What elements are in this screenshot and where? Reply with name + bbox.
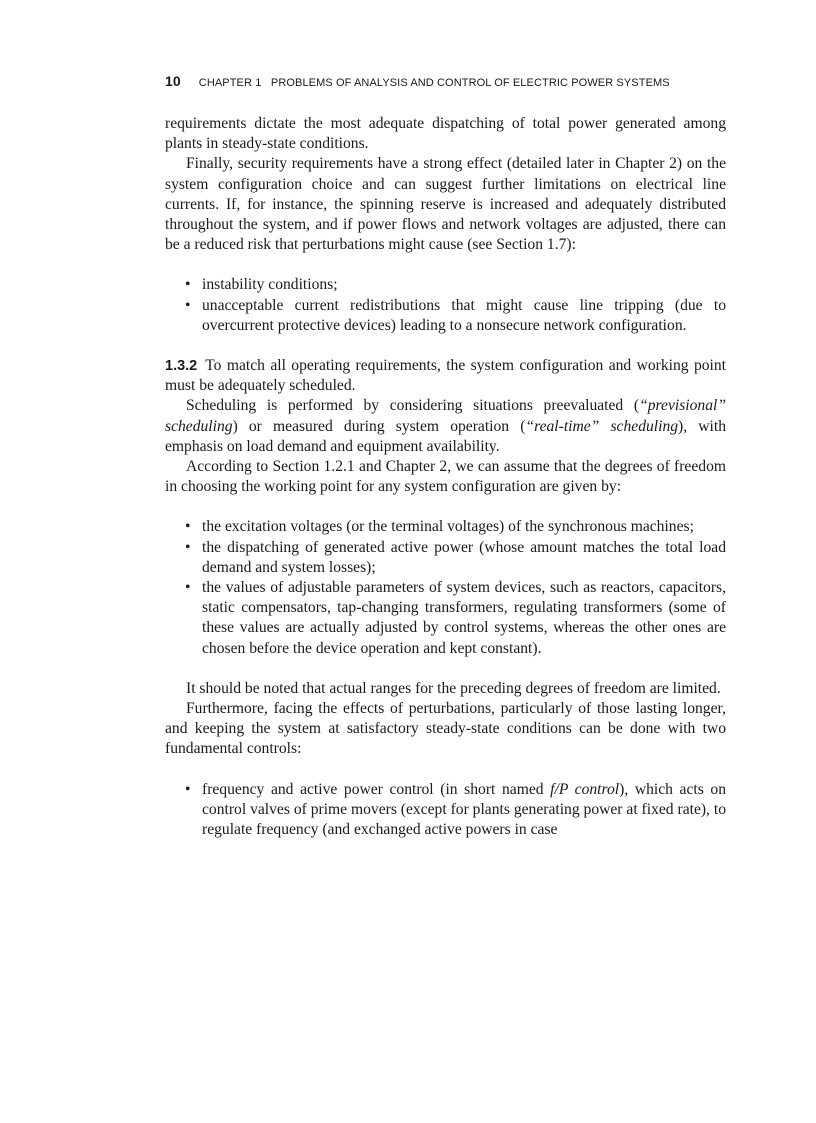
- section-text: To match all operating requirements, the system configuration and working point must be adequately scheduled.: [165, 357, 726, 395]
- bullet-icon: •: [185, 276, 191, 294]
- bullet-icon: •: [185, 296, 191, 314]
- emphasis-previsional: “previsional” scheduling: [165, 397, 726, 435]
- page-content: [165, 72, 726, 860]
- section-paragraph: [165, 356, 726, 396]
- bullet-icon: •: [185, 538, 191, 556]
- section-number: 1.3.2: [165, 358, 198, 375]
- paragraph-scheduling: [165, 396, 726, 457]
- paragraph-controls: Furthermore, facing the effects of perturbations, particularly of those lasting longer, and keeping the system at satisfactory steady-state conditions can be done with two fundamental controls:: [165, 700, 726, 758]
- list-item: [165, 538, 726, 578]
- text-run: ), which acts on control valves of prime movers (except for plants generating power at fixed rate), to regulate frequency (and exchanged active powers in case: [202, 780, 726, 839]
- text-run: frequency and active power control (in short named: [202, 780, 551, 798]
- paragraph-ranges: It should be noted that actual ranges for the preceding degrees of freedom are limited.: [186, 679, 721, 697]
- emphasis-fp-control: f/P control: [550, 780, 620, 798]
- bullet-list-degrees: [165, 517, 726, 658]
- text-run: ) or measured during system operation (: [232, 417, 526, 435]
- paragraph-degrees-of-freedom: According to Section 1.2.1 and Chapter 2, we can assume that the degrees of freedom in choosing the working point for any system configuration are given by:: [165, 458, 726, 496]
- list-item-text: the values of adjustable parameters of system devices, such as reactors, capacitors, static compensators, tap-changing transformers, regulating transformers (some of these values are actually adjusted by control systems, whereas the other ones are chosen before the device operation and kept constant).: [202, 579, 726, 657]
- bullet-list-controls: [165, 780, 726, 841]
- list-item-text: the dispatching of generated active power (whose amount matches the total load demand and system losses);: [202, 538, 726, 576]
- bullet-icon: •: [185, 780, 191, 798]
- list-item: [165, 517, 726, 537]
- bullet-list-perturbations: [165, 275, 726, 336]
- list-item: [165, 296, 726, 336]
- bullet-icon: •: [185, 579, 191, 597]
- page-number: 10: [165, 73, 181, 89]
- list-item-text: unacceptable current redistributions that might cause line tripping (due to overcurrent protective devices) leading to a nonsecure network configuration.: [202, 296, 726, 334]
- paragraph-continuation: requirements dictate the most adequate dispatching of total power generated among plants in steady-state conditions.: [165, 115, 726, 153]
- list-item-text: instability conditions;: [202, 276, 338, 294]
- paragraph-security: Finally, security requirements have a strong effect (detailed later in Chapter 2) on the system configuration choice and can suggest further limitations on electrical line currents. If, for instance, the spinning reserve is increased and adequately distributed throughout the system, and if power flows and network voltages are adjusted, there can be a reduced risk that perturbations might cause (see Section 1.7):: [165, 155, 726, 254]
- emphasis-real-time: “real-time” scheduling: [525, 417, 679, 435]
- text-run: Scheduling is performed by considering situations preevaluated (: [186, 397, 640, 415]
- chapter-title: CHAPTER 1 PROBLEMS OF ANALYSIS AND CONTROL OF ELECTRIC POWER SYSTEMS: [198, 77, 670, 89]
- text-run: ), with emphasis on load demand and equipment availability.: [165, 417, 726, 455]
- running-header: [165, 72, 726, 92]
- list-item: [165, 275, 726, 295]
- bullet-icon: •: [185, 518, 191, 536]
- list-item-text: the excitation voltages (or the terminal voltages) of the synchronous machines;: [202, 518, 694, 536]
- list-item: [165, 780, 726, 841]
- list-item: [165, 578, 726, 659]
